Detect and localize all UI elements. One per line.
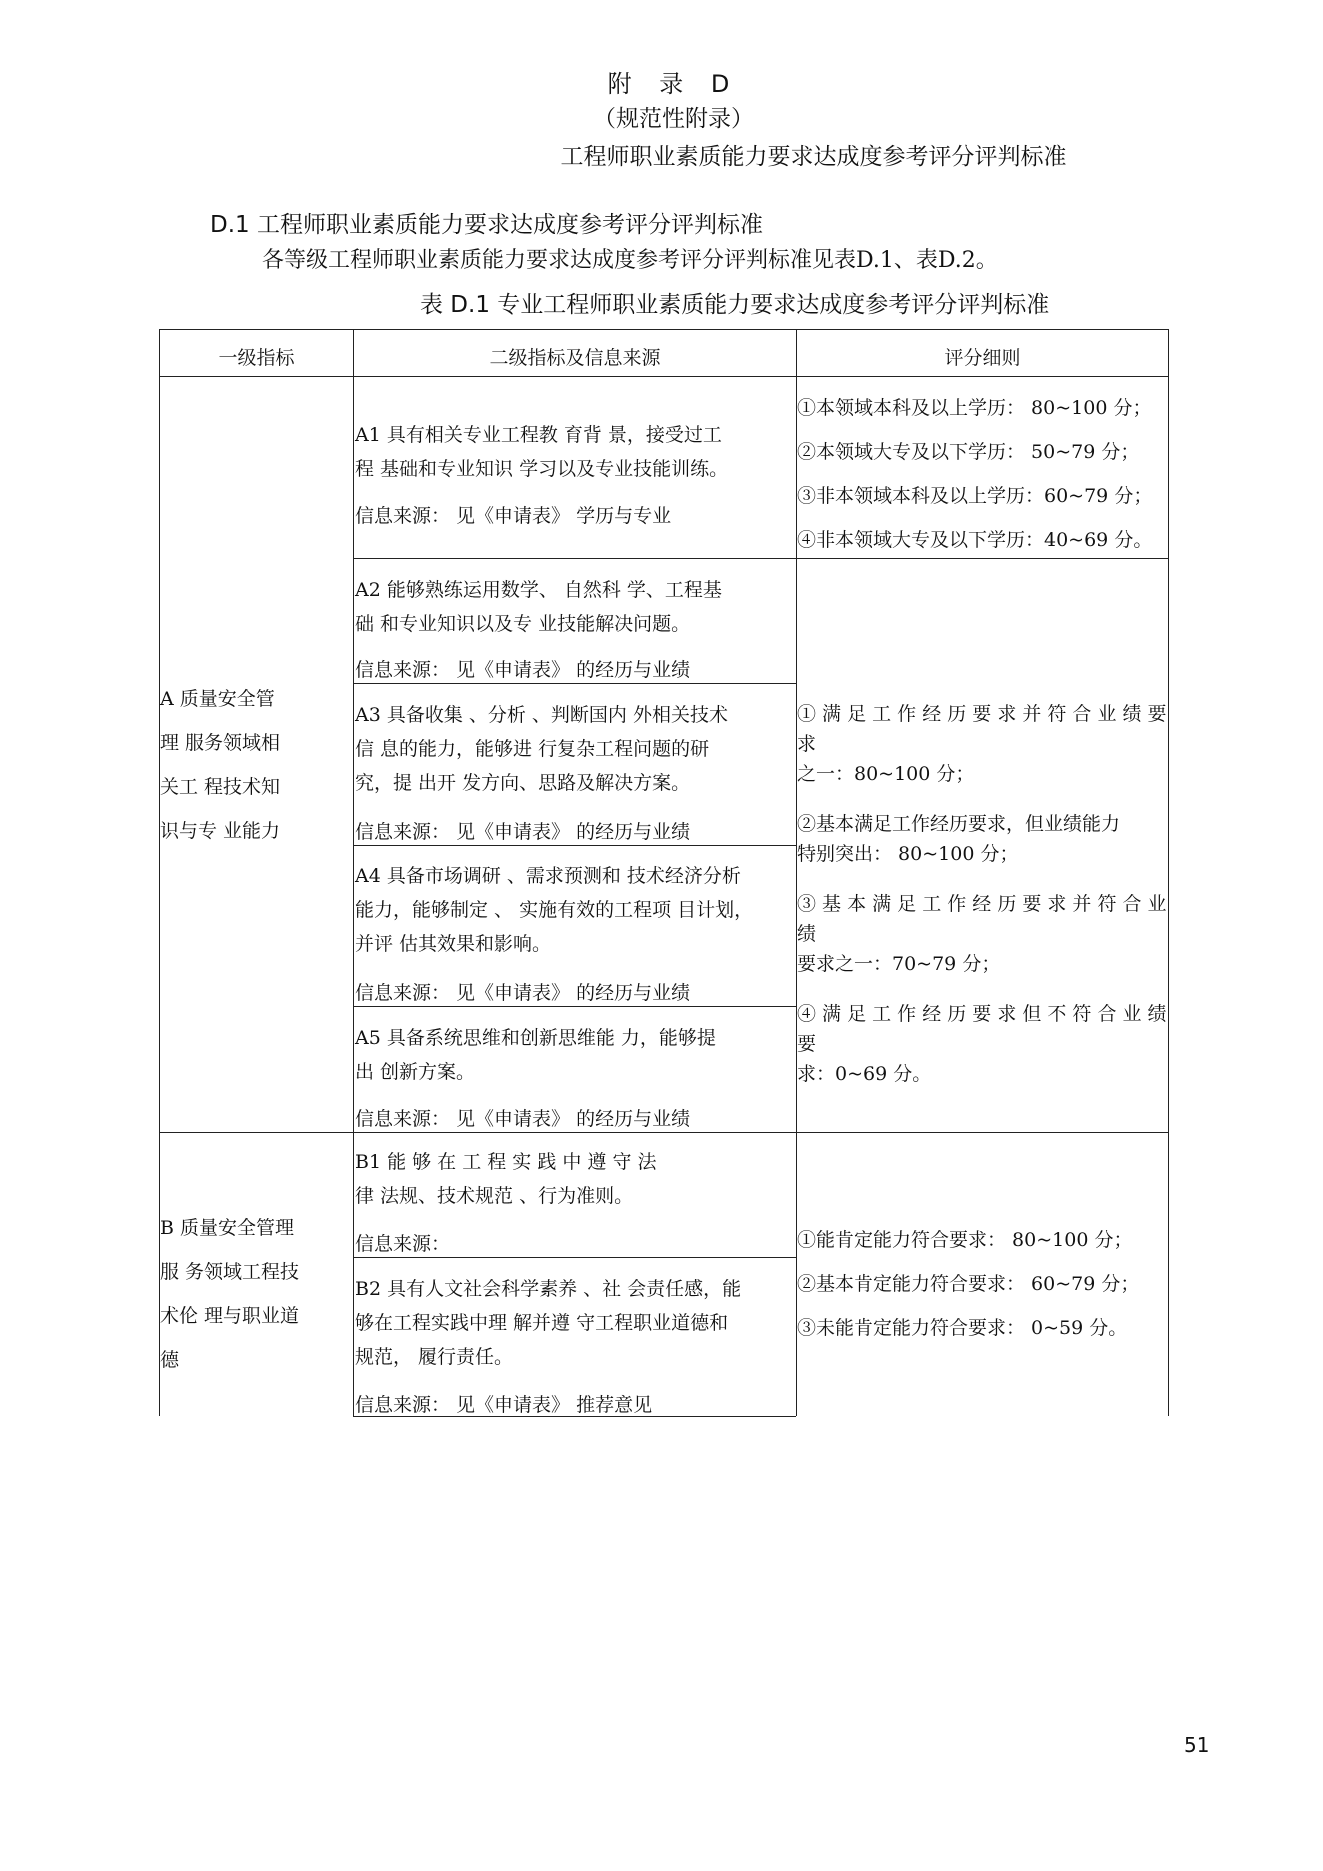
section-heading: D.1 工程师职业素质能力要求达成度参考评分评判标准 — [210, 212, 763, 238]
info-source-a3: 信息来源： 见《申请表》 的经历与业绩 — [355, 821, 691, 843]
header-level1: 一级指标 — [218, 347, 295, 369]
info-source-b2: 信息来源： 见《申请表》 推荐意见 — [355, 1394, 653, 1416]
header-level2: 二级指标及信息来源 — [489, 347, 661, 369]
level2-item-a4: A4 具备市场调研 、需求预测和 技术经济分析 能力，能够制定 、 实施有效的工程项 目计划， 并评 估其效果和影响。 — [355, 865, 754, 955]
info-source-a1: 信息来源： 见《申请表》 学历与专业 — [355, 505, 672, 527]
page-number: 51 — [1184, 1733, 1210, 1757]
table-caption: 表 D.1 专业工程师职业素质能力要求达成度参考评分评判标准 — [420, 292, 1050, 318]
appendix-label: 附 录 D — [607, 70, 740, 98]
info-source-a5: 信息来源： 见《申请表》 的经历与业绩 — [355, 1108, 691, 1130]
info-source-a4: 信息来源： 见《申请表》 的经历与业绩 — [355, 982, 691, 1004]
level2-item-a5: A5 具备系统思维和创新思维能 力，能够提 出 创新方案。 — [355, 1027, 716, 1083]
level1-indicator-b: B 质量安全管理 服 务领域工程技 术伦 理与职业道 德 — [160, 1217, 300, 1371]
info-source-a2: 信息来源： 见《申请表》 的经历与业绩 — [355, 659, 691, 681]
scoring-a1: ①本领域本科及以上学历： 80~100 分； ②本领域大专及以下学历： 50~79 分； ③非本领域本科及以上学历：60~79 分； ④非本领域大专及以下学历：40~69 分。 — [797, 397, 1153, 551]
header-scoring: 评分细则 — [944, 347, 1021, 369]
level2-item-a1: A1 具有相关专业工程教 育背 景，接受过工 程 基础和专业知识 学习以及专业技能训练。 — [355, 424, 729, 480]
scoring-b: ①能肯定能力符合要求： 80~100 分； ②基本肯定能力符合要求： 60~79 分； ③未能肯定能力符合要求： 0~59 分。 — [797, 1229, 1140, 1339]
level2-item-b1: B1 能 够 在 工 程 实 践 中 遵 守 法 律 法规、技术规范 、行为准则。 — [355, 1151, 657, 1207]
level2-item-a2: A2 能够熟练运用数学、 自然科 学、工程基 础 和专业知识以及专 业技能解决问题。 — [355, 579, 722, 635]
level2-item-a3: A3 具备收集 、分析 、判断国内 外相关技术 信 息的能力，能够进 行复杂工程问题的研 究，提 出开 发方向、思路及解决方案。 — [355, 704, 728, 794]
level1-indicator-a: A 质量安全管 理 服务领域相 关工 程技术知 识与专 业能力 — [160, 688, 281, 842]
normative-label: （规范性附录） — [593, 106, 754, 132]
info-source-b1: 信息来源： — [355, 1233, 451, 1255]
scoring-a2-a5: ① 满 足 工 作 经 历 要 求 并 符 合 业 绩 要 求 之一：80~100 分； ②基本满足工作经历要求，但业绩能力 特别突出： 80~100 分； ③ 基 本 满 足 工 作 经 历 要 求 并 符 合 业 绩 要求之一：70~79 分； ④ 满 足 工 作 经 历 要 求 但 不 符 合 业 绩 要 求：0~69 分。 — [797, 703, 1167, 1085]
section-paragraph: 各等级工程师职业素质能力要求达成度参考评分评判标准见表D.1、表D.2。 — [262, 248, 998, 273]
level2-item-b2: B2 具有人文社会科学素养 、社 会责任感，能 够在工程实践中理 解并遵 守工程职业道德和 规范， 履行责任。 — [355, 1278, 742, 1368]
appendix-title: 工程师职业素质能力要求达成度参考评分评判标准 — [560, 144, 1067, 170]
